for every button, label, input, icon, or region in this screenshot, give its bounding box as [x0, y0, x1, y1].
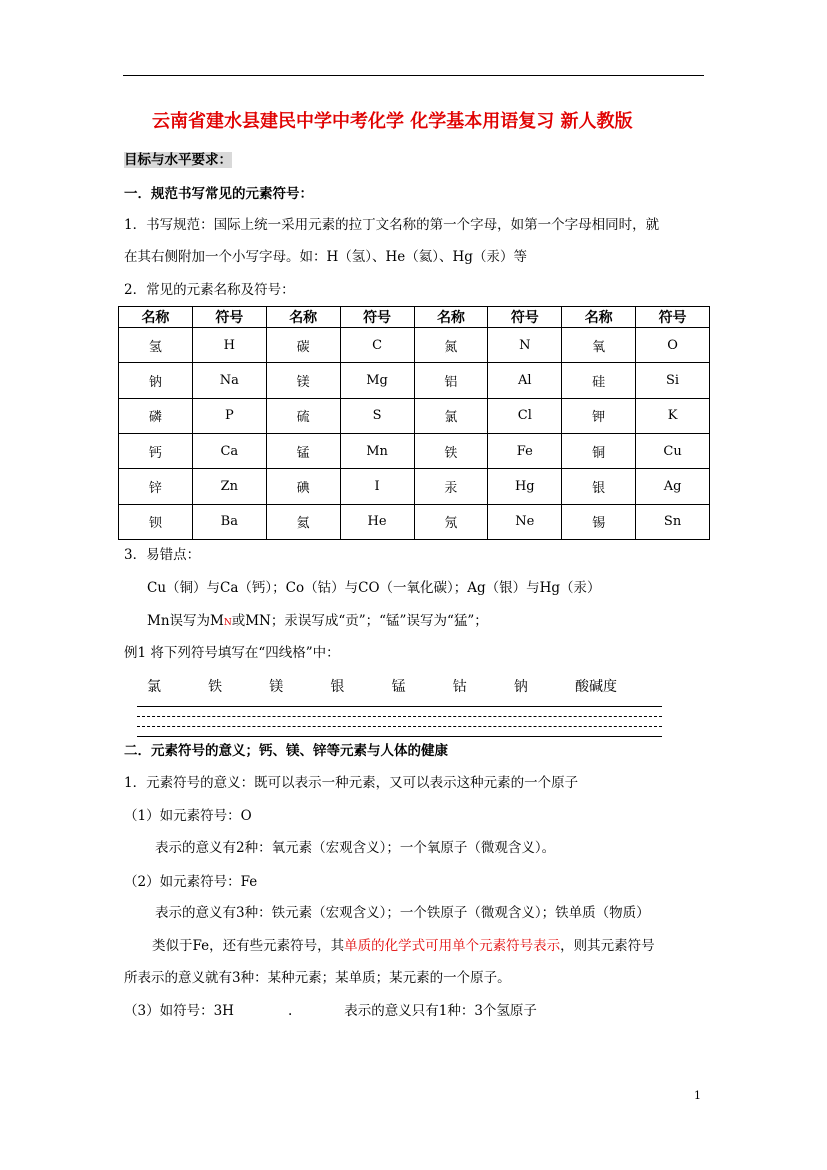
- table-cell: 氯: [414, 398, 488, 433]
- table-cell: Si: [636, 363, 710, 398]
- section1-item3: 3．易错点：: [124, 547, 201, 563]
- table-cell: 钠: [119, 363, 193, 398]
- error-line-2: Mn误写为MN或MN；汞误写成“贡”；“锰”误写为“猛”；: [147, 613, 488, 629]
- table-cell: 铜: [562, 433, 636, 468]
- table-cell: 氮: [414, 328, 488, 363]
- table-row: [119, 363, 710, 398]
- section2-sub1-meaning: 表示的意义有2种：氧元素（宏观含义）；一个氧原子（微观含义）。: [155, 840, 556, 856]
- example-word: 酸碱度: [574, 679, 617, 695]
- element-table: [118, 306, 710, 540]
- example-word: 镁: [269, 679, 284, 695]
- table-cell: H: [192, 328, 266, 363]
- table-cell: S: [340, 398, 414, 433]
- four-line-grid-top: [137, 706, 662, 707]
- example-word: 铁: [208, 679, 223, 695]
- table-cell: O: [636, 328, 710, 363]
- table-header-row: [119, 307, 710, 328]
- table-header: 名称: [266, 307, 340, 328]
- example-word: 银: [330, 679, 345, 695]
- error-line-1: Cu（铜）与Ca（钙）；Co（钴）与CO（一氧化碳）；Ag（银）与Hg（汞）: [147, 580, 601, 596]
- table-header: 符号: [488, 307, 562, 328]
- table-cell: 钙: [119, 433, 193, 468]
- section2-sub1: （1）如元素符号：O: [124, 808, 252, 824]
- example-word: 锰: [391, 679, 406, 695]
- table-cell: 钡: [119, 504, 193, 539]
- table-cell: 硅: [562, 363, 636, 398]
- table-row: [119, 328, 710, 363]
- table-cell: Na: [192, 363, 266, 398]
- page-title: 云南省建水县建民中学中考化学 化学基本用语复习 新人教版: [152, 111, 633, 132]
- table-cell: Ba: [192, 504, 266, 539]
- table-cell: Fe: [488, 433, 562, 468]
- example-word: 钴: [452, 679, 467, 695]
- table-cell: C: [340, 328, 414, 363]
- section1-item1-line1: 1．书写规范：国际上统一采用元素的拉丁文名称的第一个字母，如第一个字母相同时，就: [124, 217, 660, 233]
- table-cell: 氖: [414, 504, 488, 539]
- example-words: [147, 676, 617, 696]
- table-cell: Ne: [488, 504, 562, 539]
- table-row: [119, 469, 710, 504]
- table-cell: 磷: [119, 398, 193, 433]
- example-word: 钠: [513, 679, 528, 695]
- four-line-grid-bottom: [137, 736, 662, 737]
- section2-sub2: （2）如元素符号：Fe: [124, 874, 258, 890]
- table-row: [119, 433, 710, 468]
- table-cell: Mn: [340, 433, 414, 468]
- example-word: 氯: [147, 679, 161, 695]
- table-cell: Al: [488, 363, 562, 398]
- table-header: 名称: [562, 307, 636, 328]
- goal-heading: 目标与水平要求：: [124, 152, 232, 168]
- table-header: 名称: [119, 307, 193, 328]
- table-cell: 银: [562, 469, 636, 504]
- header-rule: [123, 75, 704, 76]
- example-1: 例1 将下列符号填写在“四线格”中：: [124, 645, 340, 661]
- four-line-grid-dash-2: [137, 726, 662, 727]
- section2-sub2-meaning: 表示的意义有3种：铁元素（宏观含义）；一个铁原子（微观含义）；铁单质（物质）: [155, 905, 650, 921]
- table-cell: He: [340, 504, 414, 539]
- table-cell: 锰: [266, 433, 340, 468]
- table-row: [119, 398, 710, 433]
- table-header: 符号: [340, 307, 414, 328]
- table-cell: 钾: [562, 398, 636, 433]
- table-header: 符号: [636, 307, 710, 328]
- four-line-grid-dash-1: [137, 716, 662, 717]
- section2-similar-line1: 类似于Fe，还有些元素符号，其单质的化学式可用单个元素符号表示，则其元素符号: [152, 938, 655, 954]
- table-cell: 氧: [562, 328, 636, 363]
- table-cell: 铝: [414, 363, 488, 398]
- table-cell: 铁: [414, 433, 488, 468]
- table-cell: 硫: [266, 398, 340, 433]
- table-cell: 氦: [266, 504, 340, 539]
- table-header: 符号: [192, 307, 266, 328]
- table-cell: Ca: [192, 433, 266, 468]
- table-cell: Sn: [636, 504, 710, 539]
- section2-heading: 二．元素符号的意义；钙、镁、锌等元素与人体的健康: [124, 743, 448, 759]
- table-cell: K: [636, 398, 710, 433]
- table-cell: 汞: [414, 469, 488, 504]
- section1-item1-line2: 在其右侧附加一个小写字母。如：H（氢）、He（氦）、Hg（汞）等: [124, 249, 527, 265]
- table-cell: Cl: [488, 398, 562, 433]
- table-cell: P: [192, 398, 266, 433]
- table-cell: 锌: [119, 469, 193, 504]
- table-cell: Zn: [192, 469, 266, 504]
- table-row: [119, 504, 710, 539]
- section2-item1: 1．元素符号的意义：既可以表示一种元素，又可以表示这种元素的一个原子: [124, 775, 579, 791]
- section2-sub3: （3）如符号：3H . 表示的意义只有1种：3个氢原子: [124, 1003, 537, 1019]
- table-cell: 锡: [562, 504, 636, 539]
- table-cell: 氢: [119, 328, 193, 363]
- section1-item2: 2．常见的元素名称及符号：: [124, 282, 295, 298]
- table-header: 名称: [414, 307, 488, 328]
- table-cell: 碘: [266, 469, 340, 504]
- table-cell: Cu: [636, 433, 710, 468]
- table-cell: Hg: [488, 469, 562, 504]
- table-cell: Ag: [636, 469, 710, 504]
- section2-similar-line2: 所表示的意义就有3种：某种元素；某单质；某元素的一个原子。: [124, 970, 511, 986]
- section1-heading: 一．规范书写常见的元素符号：: [124, 186, 313, 202]
- table-cell: I: [340, 469, 414, 504]
- table-cell: N: [488, 328, 562, 363]
- table-cell: 镁: [266, 363, 340, 398]
- table-cell: Mg: [340, 363, 414, 398]
- page-number: 1: [694, 1089, 701, 1102]
- table-cell: 碳: [266, 328, 340, 363]
